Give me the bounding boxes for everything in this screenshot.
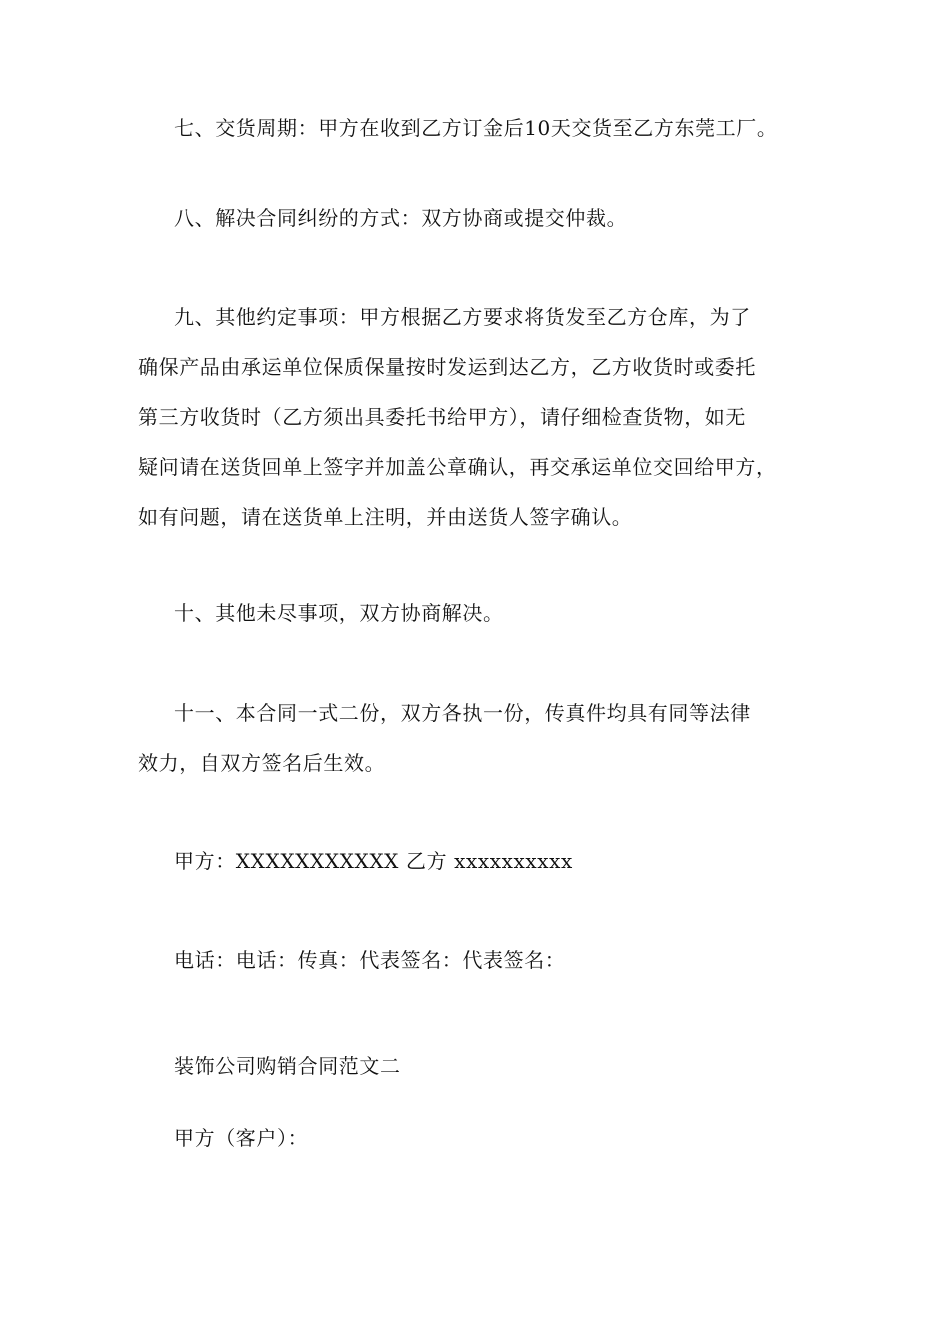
text-line: 甲方（客户）： [174, 1126, 309, 1150]
text-line: 甲方：XXXXXXXXXXX 乙方 xxxxxxxxxx [174, 849, 573, 873]
text-line: 第三方收货时（乙方须出具委托书给甲方），请仔细检查货物，如无 [138, 405, 746, 429]
text-line: 电话：电话：传真：代表签名：代表签名： [174, 948, 566, 972]
text-line: 十一、本合同一式二份，双方各执一份，传真件均具有同等法律 [174, 701, 751, 725]
clause-7-delivery-period [138, 103, 818, 153]
text-line: 九、其他约定事项：甲方根据乙方要求将货发至乙方仓库，为了 [174, 305, 751, 329]
contact-signature-line [138, 935, 818, 985]
text-line: 如有问题，请在送货单上注明，并由送货人签字确认。 [138, 505, 633, 529]
text-line: 确保产品由承运单位保质保量按时发运到达乙方，乙方收货时或委托 [138, 355, 756, 379]
section-title-sample-two [138, 1041, 818, 1091]
text-line: 十、其他未尽事项，双方协商解决。 [174, 601, 504, 625]
clause-9-other-agreements [138, 292, 818, 542]
clause-11-copies-validity [138, 688, 818, 788]
text-line: 七、交货周期：甲方在收到乙方订金后10天交货至乙方东莞工厂。 [174, 116, 778, 140]
text-line: 八、解决合同纠纷的方式：双方协商或提交仲裁。 [174, 206, 628, 230]
text-line: 疑问请在送货回单上签字并加盖公章确认，再交承运单位交回给甲方， [138, 455, 777, 479]
parties-line [138, 836, 818, 886]
text-line: 装饰公司购销合同范文二 [174, 1054, 401, 1078]
text-line: 效力，自双方签名后生效。 [138, 751, 386, 775]
clause-8-dispute-resolution [138, 193, 818, 243]
clause-10-other-matters [138, 588, 818, 638]
party-a-client-label [138, 1113, 818, 1163]
